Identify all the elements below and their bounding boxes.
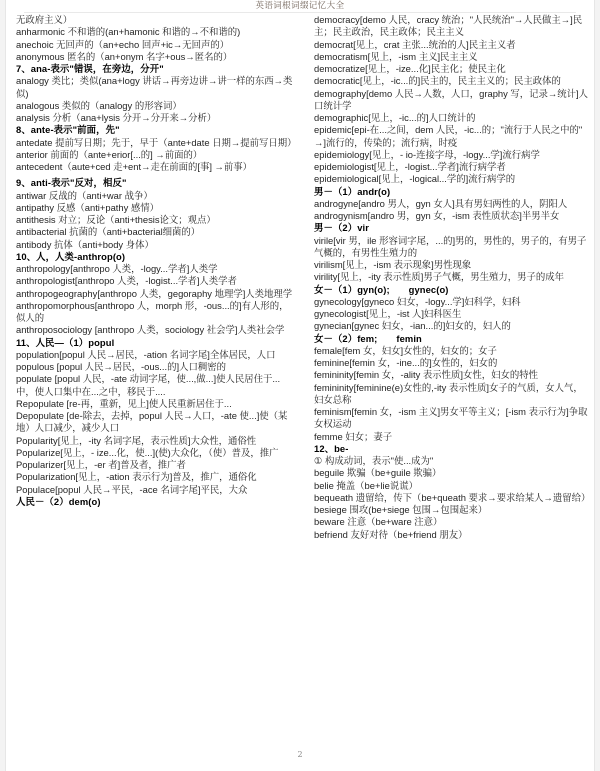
left_column-entry: Popularization[见上，-ation 表示行为]普及，推广，通俗化	[16, 471, 257, 483]
right_column-section-heading: 女－（1）gyn(o); gynec(o)	[314, 283, 449, 295]
left_column-section-heading: 7、ana-表示"错误，在旁边，分开"	[16, 63, 164, 74]
left_column-section-heading: 10、人，人类-anthrop(o)	[16, 250, 126, 262]
right_column-entry: epidemiological[见上，-logical...学的]流行病学的	[314, 173, 516, 185]
left_column-entry: anthroposociology [anthropo 人类，sociology 社会学]人类社会学	[16, 324, 285, 336]
right_column-entry: belie 掩盖（be+lie说谎）	[314, 479, 418, 491]
right_column-entry: femininity[femin 女，-ality 表示性质]女性，妇女的特性	[314, 369, 538, 381]
left_column-entry: Depopulate [de-除去，去掉，popul 人民→人口，-ate 使...]使（某地）人口减少，减少人口	[16, 410, 288, 434]
right_column-section-heading: 12、be-	[314, 442, 349, 454]
right_column-entry: demographic[见上，-ic...的]人口统计的	[314, 112, 476, 123]
left_column-entry: population[popul 人民→居民，-ation 名词字尾]全体居民，人口	[16, 348, 276, 360]
left_column-entry: analysis 分析（ana+lysis 分开→分开来→分析）	[16, 112, 217, 123]
left_column-entry: anechoic 无回声的（an+echo 回声+ic→无回声的）	[16, 38, 230, 50]
right_column-entry: ① 构成动词，表示"使...成为"	[314, 455, 434, 466]
left_column-entry: populate [popul 人民，-ate 动词字尾，使...,做...]使人民居住于...中，使人口集中在...之中，移民于....	[16, 373, 281, 397]
page-number: 2	[297, 750, 303, 759]
right_column-entry: befriend 友好对待（be+friend 朋友）	[314, 528, 468, 540]
left-text-column	[0, 14, 300, 508]
right_column-entry: epidemic[epi-在...之间，dem 人民，-ic...的；"流行于人民之中的" →]流行的，传染的；流行病，时疫	[314, 124, 583, 148]
left_column-entry: Popularity[见上，-ity 名词字尾，表示性质]大众性，通俗性	[16, 434, 257, 446]
left_column-entry: Popularizer[见上，-er 者]普及者，推广者	[16, 459, 186, 470]
left_column-entry: anthropomorphous[anthropo 人，morph 形，-ous...的]有人形的，似人的	[16, 299, 289, 323]
left_column-entry: 无政府主义）	[16, 14, 73, 25]
left_column-entry: antecedent（aute+ced 走+ent→走在前面的[事] →前事）	[16, 161, 253, 172]
left_column-entry: anharmonic 不和谐的(an+hamonic 和谐的→不和谐的)	[16, 26, 241, 38]
left_column-entry: Repopulate [re-再，重新，见上]使人民重新居住于...	[16, 397, 232, 409]
right_column-entry: feminine[femin 女，-ine...的]女性的，妇女的	[314, 357, 498, 368]
right_column-section-heading: 男－（2）vir	[314, 222, 369, 234]
left_column-entry: antibacterial 抗菌的（anti+bacterial细菌的）	[16, 226, 201, 238]
right_column-entry: gynecologist[见上，-ist 人]妇科医生	[314, 308, 462, 319]
left_column-entry: Populace[popul 人民→平民，-ace 名词字尾]平民，大众	[16, 483, 248, 495]
left_column-entry: antithesis 对立；反论（anti+thesis论文；观点）	[16, 214, 216, 225]
right_column-entry: democratism[见上，-ism 主义]民主主义	[314, 50, 478, 62]
left_column-entry: anthropologist[anthropo 人类，-logist...学者]人类学者	[16, 275, 237, 287]
right_column-entry: epidemiologist[见上，-logist...学者]流行病学者	[314, 161, 506, 172]
right_column-entry: demography[demo 人民→人数，人口，graphy 写，记录→统计]人口统计学	[314, 87, 589, 111]
right_column-entry: femme 妇女；妻子	[314, 430, 393, 442]
right_column-entry: androgyne[andro 男人，gyn 女人]具有男妇两性的人，阴阳人	[314, 197, 568, 209]
right_column-entry: democrat[见上，crat 主张...统治的人]民主主义者	[314, 38, 516, 50]
left_column-section-heading: 11、人民—（1）popul	[16, 336, 115, 348]
left_column-entry: anterior 前面的（ante+erior[...的] →前面的）	[16, 148, 203, 160]
left_column-section-heading: 人民－（2）dem(o)	[16, 495, 101, 507]
right_column-entry: gynecian[gynec 妇女，-ian...的]妇女的，妇人的	[314, 320, 511, 332]
right_column-entry: virility[见上，-ity 表示性质]男子气概，男生殖力，男子的成年	[314, 271, 564, 283]
right_column-section-heading: 男－（1）andr(o)	[314, 185, 391, 197]
right_column-entry: virile[vir 男，ile 形容词字尾，...的]男的，男性的，男子的，有男子气概的，有男性生殖力的	[314, 234, 587, 258]
left_column-entry: analogous 类似的（analogy 的形容词）	[16, 99, 182, 111]
right_column-entry: besiege 围攻(be+siege 包围→包围起来）	[314, 504, 488, 515]
page-header-title: 英语词根词缀记忆大全	[255, 1, 345, 11]
left_column-entry: anthropology[anthropo 人类，-logy...学者]人类学	[16, 263, 218, 274]
two-column-body	[0, 14, 600, 749]
right_column-entry: beguile 欺骗（be+guile 欺骗）	[314, 467, 442, 479]
left_column-entry: analogy 类比；类似(ana+logy 讲话→再旁边讲→讲一样的东西→类似)	[16, 75, 293, 99]
right_column-entry: democratic[见上，-ic...的]民主的，民主主义的；民主政体的	[314, 75, 561, 87]
right_column-entry: feminism[femin 女，-ism 主义]男女平等主义；[-ism 表示行为]争取女权运动	[314, 406, 588, 430]
left_column-entry: anonymous 匿名的（an+onym 名字+ous→匿名的）	[16, 50, 233, 62]
left_column-section-heading: 8、ante-表示"前面，先"	[16, 124, 120, 136]
right_column-section-heading: 女－（2）fem; femin	[314, 332, 422, 344]
left_column-entry: antipathy 反感（anti+pathy 感情）	[16, 201, 160, 213]
left_column-entry: antibody 抗体（anti+body 身体）	[16, 238, 154, 250]
left_column-entry: antedate 提前写日期；先于，早于（ante+date 日期→提前写日期）	[16, 136, 297, 148]
left_column-entry: anthropogeography[anthropo 人类，gegoraphy 地理学]人类地理学	[16, 287, 293, 299]
left_column-entry: antiwar 反战的（anti+war 战争）	[16, 189, 153, 201]
right_column-entry: democracy[demo 人民，cracy 统治；"人民统治"→人民做主→]民主；民主政治，民主政体；民主主义	[314, 14, 583, 38]
header-divider	[24, 12, 576, 13]
right_column-entry: bequeath 遗留给，传下（be+queath 要求→要求给某人→遗留给）	[314, 491, 591, 503]
right_column-entry: gynecology[gyneco 妇女，-logy...学]妇科学，妇科	[314, 295, 521, 307]
right_column-entry: virilism[见上，-ism 表示现象]男性现象	[314, 259, 472, 270]
left_column-section-heading: 9、anti-表示"反对，相反"	[16, 177, 127, 189]
right_column-entry: beware 注意（be+ware 注意）	[314, 516, 443, 528]
left_column-entry: populous [popul 人民→居民，-ous...的]人口稠密的	[16, 361, 226, 372]
right_column-entry: democratize[见上，-ize...化]民主化；使民主化	[314, 63, 506, 74]
right_column-entry: femininity[feminine(e)女性的,-ity 表示性质]女子的气质，女人气，妇女总称	[314, 381, 583, 405]
right_column-entry: epidemiology[见上，- io-连接字母，-logy...学]流行病学	[314, 148, 540, 160]
right_column-entry: androgynism[andro 男，gyn 女，-ism 表性质状态]半男半女	[314, 210, 560, 221]
right-text-column	[300, 14, 600, 541]
right_column-entry: female[fem 女，妇女]女性的，妇女的；女子	[314, 344, 497, 356]
left_column-entry: Popularize[见上，- ize...化，使...](使)大众化，（使）普及，推广	[16, 446, 279, 458]
